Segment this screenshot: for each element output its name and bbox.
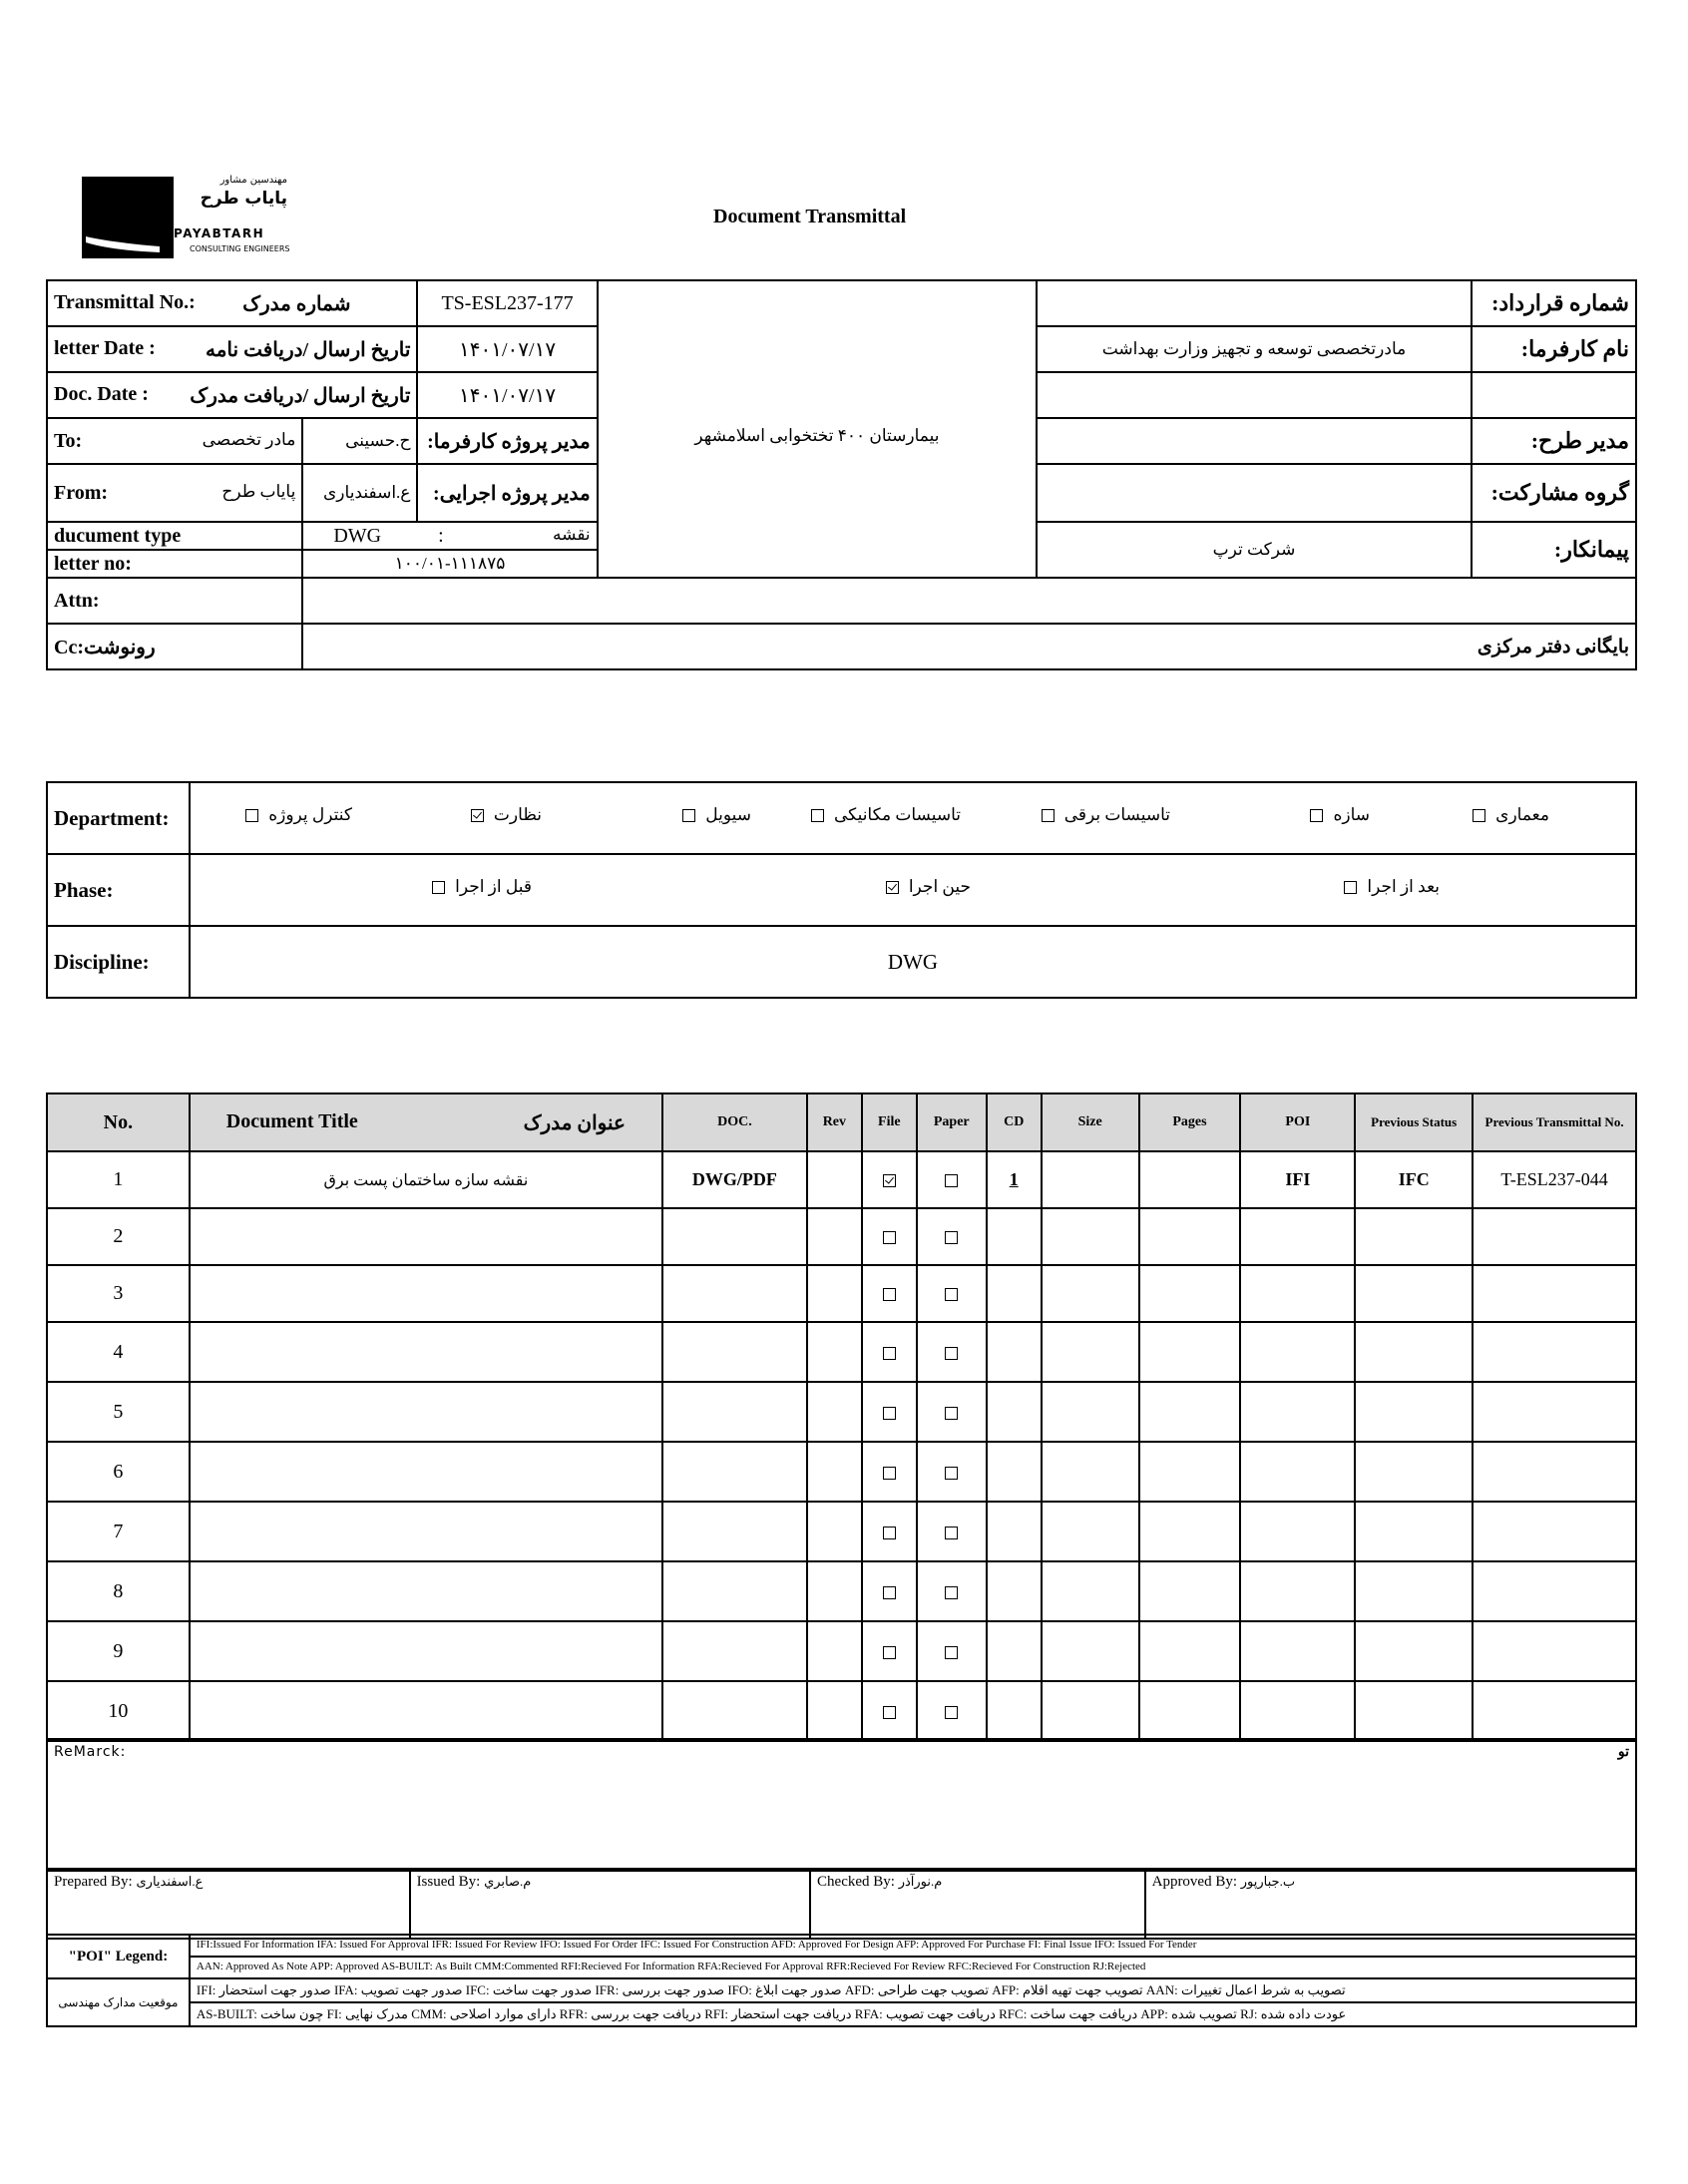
row-size [1042, 1322, 1139, 1382]
attn-label: Attn: [47, 578, 302, 624]
row-prev-status [1355, 1265, 1473, 1322]
checkbox-icon[interactable] [1310, 809, 1323, 822]
row-no: 5 [47, 1382, 190, 1442]
checkbox-icon[interactable] [883, 1288, 896, 1301]
legend-line-1: IFI:Issued For Information IFA: Issued For Approval IFR: Issued For Review IFO: Issued For Order IFC: Issued For Construction AFD: Approved For Design AFP: Approved For Purchase FI: Final Issue IFO: Issued For Tender [190, 1935, 1636, 1957]
doc-type-value: DWG : نقشه [302, 522, 597, 550]
logo-name-en: PAYABTARH [174, 226, 265, 240]
logo-name-fa: پایاب طرح [200, 189, 287, 209]
department-option-label: سازه [1333, 805, 1370, 824]
department-option-label: سیویل [705, 805, 751, 824]
row-file [862, 1382, 917, 1442]
checkbox-icon[interactable] [1344, 881, 1357, 894]
row-pages [1139, 1561, 1241, 1621]
legend-line-4: AS-BUILT: چون ساخت FI: مدرک نهایی CMM: دارای موارد اصلاحی RFR: دریافت جهت بررسی RFI: دریافت جهت استحضار RFA: دریافت جهت تصویب RFC: دریافت جهت ساخت APP: تصویب شده RJ: عودت داده شده [190, 2002, 1636, 2026]
row-doc [662, 1502, 807, 1561]
phase-option-label: بعد از اجرا [1367, 877, 1440, 896]
row-paper [917, 1442, 987, 1502]
letter-date-label: letter Date : تاریخ ارسال /دریافت نامه [47, 326, 417, 372]
row-size [1042, 1265, 1139, 1322]
row-poi [1240, 1681, 1355, 1741]
checkbox-icon[interactable] [945, 1288, 958, 1301]
blank-label [1472, 372, 1636, 418]
row-no: 3 [47, 1265, 190, 1322]
row-title [190, 1502, 662, 1561]
signatures-table [46, 1868, 1637, 1940]
to-person: ح.حسینی [302, 418, 417, 464]
row-paper [917, 1561, 987, 1621]
row-paper [917, 1151, 987, 1208]
approved-by: Approved By: ب.جبارپور [1145, 1869, 1636, 1939]
partner-value [1037, 464, 1472, 522]
department-options [190, 782, 1636, 854]
row-rev [807, 1621, 862, 1681]
checkbox-icon[interactable] [432, 881, 445, 894]
row-pages [1139, 1502, 1241, 1561]
row-doc [662, 1621, 807, 1681]
letter-no-label: letter no: [47, 550, 302, 578]
phase-option[interactable] [886, 877, 971, 897]
row-pages [1139, 1382, 1241, 1442]
from-person: ع.اسفندیاری [302, 464, 417, 522]
partner-label: گروه مشارکت: [1472, 464, 1636, 522]
checked-checkbox-icon[interactable] [883, 1174, 896, 1187]
col-cd: CD [987, 1093, 1042, 1151]
row-no: 9 [47, 1621, 190, 1681]
table-row [47, 1208, 1636, 1265]
row-prev-status [1355, 1208, 1473, 1265]
row-poi [1240, 1265, 1355, 1322]
from-role: مدیر پروژه اجرایی: [417, 464, 597, 522]
row-title: نقشه سازه ساختمان پست برق [190, 1151, 662, 1208]
row-prev-transmittal [1473, 1561, 1636, 1621]
row-cd [987, 1502, 1042, 1561]
row-doc [662, 1208, 807, 1265]
checked-by: Checked By: م.نورآذر [810, 1869, 1145, 1939]
department-option[interactable] [811, 805, 961, 825]
row-prev-transmittal [1473, 1322, 1636, 1382]
row-file [862, 1265, 917, 1322]
row-pages [1139, 1151, 1241, 1208]
table-row [47, 1442, 1636, 1502]
row-poi [1240, 1322, 1355, 1382]
row-pages [1139, 1265, 1241, 1322]
table-row [47, 1681, 1636, 1741]
to-role: مدیر پروژه کارفرما: [417, 418, 597, 464]
row-no: 1 [47, 1151, 190, 1208]
discipline-value: DWG [190, 926, 1636, 998]
transmittal-no-label: Transmittal No.: شماره مدرک [47, 280, 417, 326]
checked-checkbox-icon[interactable] [471, 809, 484, 822]
row-paper [917, 1681, 987, 1741]
col-prev-status: Previous Status [1355, 1093, 1473, 1151]
logo-tagline: CONSULTING ENGINEERS [190, 244, 290, 253]
header-info-table [46, 279, 1637, 670]
col-pages: Pages [1139, 1093, 1241, 1151]
row-prev-transmittal [1473, 1681, 1636, 1741]
row-prev-status [1355, 1322, 1473, 1382]
row-cd [987, 1681, 1042, 1741]
poi-legend-fa-label: موقعیت مدارک مهندسی [47, 1978, 190, 2026]
row-size [1042, 1208, 1139, 1265]
department-option[interactable] [471, 805, 542, 825]
checkbox-icon[interactable] [945, 1586, 958, 1599]
department-option-label: کنترل پروژه [268, 805, 352, 824]
row-pages [1139, 1442, 1241, 1502]
row-cd: 1 [987, 1151, 1042, 1208]
documents-table [46, 1092, 1637, 1742]
prepared-by: Prepared By: ع.اسفندیاری [47, 1869, 410, 1939]
row-poi [1240, 1208, 1355, 1265]
row-paper [917, 1322, 987, 1382]
row-cd [987, 1265, 1042, 1322]
row-rev [807, 1681, 862, 1741]
row-prev-transmittal [1473, 1621, 1636, 1681]
row-no: 6 [47, 1442, 190, 1502]
department-label: Department: [47, 782, 190, 854]
table-row [47, 1151, 1636, 1208]
doc-date-value: ۱۴۰۱/۰۷/۱۷ [417, 372, 597, 418]
col-rev: Rev [807, 1093, 862, 1151]
client-value: مادرتخصصی توسعه و تجهیز وزارت بهداشت [1037, 326, 1472, 372]
col-title: Document Title عنوان مدرک [190, 1093, 662, 1151]
row-file [862, 1151, 917, 1208]
contract-no-value [1037, 280, 1472, 326]
row-prev-status: IFC [1355, 1151, 1473, 1208]
project-name: بیمارستان ۴۰۰ تختخوابی اسلامشهر [598, 280, 1038, 578]
to-label: To: مادر تخصصی [47, 418, 302, 464]
row-cd [987, 1442, 1042, 1502]
checkbox-icon[interactable] [811, 809, 824, 822]
col-file: File [862, 1093, 917, 1151]
row-doc [662, 1561, 807, 1621]
checkbox-icon[interactable] [883, 1407, 896, 1420]
checkbox-icon[interactable] [883, 1706, 896, 1719]
checked-checkbox-icon[interactable] [886, 881, 899, 894]
table-row [47, 1382, 1636, 1442]
department-option[interactable] [682, 805, 751, 825]
row-title [190, 1382, 662, 1442]
letter-date-value: ۱۴۰۱/۰۷/۱۷ [417, 326, 597, 372]
row-rev [807, 1208, 862, 1265]
row-title [190, 1265, 662, 1322]
row-rev [807, 1502, 862, 1561]
table-row [47, 1502, 1636, 1561]
table-row [47, 1265, 1636, 1322]
row-size [1042, 1442, 1139, 1502]
checkbox-icon[interactable] [945, 1706, 958, 1719]
doc-type-label: ducument type [47, 522, 302, 550]
row-size [1042, 1561, 1139, 1621]
row-paper [917, 1502, 987, 1561]
table-row [47, 1322, 1636, 1382]
transmittal-no-value: TS-ESL237-177 [417, 280, 597, 326]
row-rev [807, 1561, 862, 1621]
row-file [862, 1322, 917, 1382]
col-prev-transmittal: Previous Transmittal No. [1473, 1093, 1636, 1151]
col-size: Size [1042, 1093, 1139, 1151]
checkbox-icon[interactable] [883, 1527, 896, 1539]
row-prev-transmittal [1473, 1502, 1636, 1561]
row-no: 7 [47, 1502, 190, 1561]
client-label: نام کارفرما: [1472, 326, 1636, 372]
row-rev [807, 1322, 862, 1382]
row-rev [807, 1382, 862, 1442]
discipline-label: Discipline: [47, 926, 190, 998]
department-option[interactable] [1473, 805, 1549, 825]
contractor-value: شرکت ترپ [1037, 522, 1472, 578]
row-rev [807, 1265, 862, 1322]
row-prev-status [1355, 1382, 1473, 1442]
checkbox-icon[interactable] [945, 1646, 958, 1659]
row-poi [1240, 1561, 1355, 1621]
row-doc [662, 1382, 807, 1442]
row-pages [1139, 1621, 1241, 1681]
phase-option[interactable] [1344, 877, 1440, 897]
row-prev-transmittal [1473, 1265, 1636, 1322]
row-title [190, 1561, 662, 1621]
row-prev-status [1355, 1502, 1473, 1561]
col-no: No. [47, 1093, 190, 1151]
remark-cell: ReMarck: تو [47, 1739, 1636, 1871]
row-size [1042, 1621, 1139, 1681]
row-pages [1139, 1681, 1241, 1741]
row-title [190, 1621, 662, 1681]
row-file [862, 1208, 917, 1265]
row-no: 8 [47, 1561, 190, 1621]
row-cd [987, 1322, 1042, 1382]
checkbox-icon[interactable] [883, 1646, 896, 1659]
row-poi [1240, 1382, 1355, 1442]
row-rev [807, 1442, 862, 1502]
row-poi [1240, 1442, 1355, 1502]
row-doc [662, 1442, 807, 1502]
row-doc: DWG/PDF [662, 1151, 807, 1208]
checkbox-icon[interactable] [883, 1586, 896, 1599]
row-doc [662, 1681, 807, 1741]
row-cd [987, 1561, 1042, 1621]
remark-box [46, 1738, 1637, 1872]
logo-mark-icon [82, 177, 174, 258]
checkbox-icon[interactable] [883, 1467, 896, 1480]
row-title [190, 1322, 662, 1382]
poi-legend-label: "POI" Legend: [47, 1935, 190, 1978]
department-option-label: معماری [1495, 805, 1549, 824]
checkbox-icon[interactable] [945, 1174, 958, 1187]
phase-option-label: قبل از اجرا [455, 877, 532, 896]
row-prev-transmittal [1473, 1382, 1636, 1442]
pm-label: مدیر طرح: [1472, 418, 1636, 464]
checkbox-icon[interactable] [245, 809, 258, 822]
department-option[interactable] [1042, 805, 1170, 825]
row-doc [662, 1322, 807, 1382]
blank-value [1037, 372, 1472, 418]
row-file [862, 1502, 917, 1561]
phase-option-label: حین اجرا [908, 877, 971, 896]
row-no: 10 [47, 1681, 190, 1741]
doc-date-label: Doc. Date : تاریخ ارسال /دریافت مدرک [47, 372, 417, 418]
checkbox-icon[interactable] [945, 1407, 958, 1420]
cc-value: بایگانی دفتر مرکزی [302, 624, 1636, 669]
row-rev [807, 1151, 862, 1208]
phase-option[interactable] [432, 877, 532, 897]
row-doc [662, 1265, 807, 1322]
row-paper [917, 1265, 987, 1322]
legend-line-3: IFI: صدور جهت استحضار IFA: صدور جهت تصویب IFC: صدور جهت ساخت IFR: صدور جهت بررسی IFO: صدور جهت ابلاغ AFD: تصویب جهت طراحی AFP: تصویب جهت تهیه اقلام AAN: تصویب به شرط اعمال تغییرات [190, 1978, 1636, 2002]
phase-options [190, 854, 1636, 926]
page-title: Document Transmittal [713, 206, 907, 227]
letter-no-value: ۱۰۰/۰۱-۱۱۱۸۷۵ [302, 550, 597, 578]
row-size [1042, 1502, 1139, 1561]
from-label: From: پایاب طرح [47, 464, 302, 522]
row-cd [987, 1382, 1042, 1442]
checkbox-icon[interactable] [682, 809, 695, 822]
phase-label: Phase: [47, 854, 190, 926]
contract-no-label: شماره قرارداد: [1472, 280, 1636, 326]
row-poi [1240, 1502, 1355, 1561]
row-title [190, 1681, 662, 1741]
row-prev-status [1355, 1681, 1473, 1741]
row-poi [1240, 1621, 1355, 1681]
row-prev-status [1355, 1561, 1473, 1621]
table-row [47, 1621, 1636, 1681]
classification-table [46, 781, 1637, 999]
contractor-label: پیمانکار: [1472, 522, 1636, 578]
row-file [862, 1681, 917, 1741]
row-prev-status [1355, 1442, 1473, 1502]
row-cd [987, 1208, 1042, 1265]
legend-line-2: AAN: Approved As Note APP: Approved AS-BUILT: As Built CMM:Commented RFI:Recieved For Information RFA:Recieved For Approval RFR:Recieved For Review RFC:Recieved For Construction RJ:Rejected [190, 1957, 1636, 1978]
row-paper [917, 1208, 987, 1265]
department-option-label: نظارت [493, 805, 542, 824]
col-doc: DOC. [662, 1093, 807, 1151]
row-prev-status [1355, 1621, 1473, 1681]
logo-subtitle: مهندسین مشاور [219, 175, 287, 186]
poi-legend-table [46, 1934, 1637, 2027]
checkbox-icon[interactable] [945, 1231, 958, 1244]
col-poi: POI [1240, 1093, 1355, 1151]
checkbox-icon[interactable] [945, 1467, 958, 1480]
row-size [1042, 1382, 1139, 1442]
row-no: 4 [47, 1322, 190, 1382]
checkbox-icon[interactable] [1042, 809, 1055, 822]
row-pages [1139, 1208, 1241, 1265]
department-option-label: تاسیسات برقی [1063, 805, 1170, 824]
table-row [47, 1561, 1636, 1621]
row-paper [917, 1621, 987, 1681]
checkbox-icon[interactable] [883, 1347, 896, 1360]
row-title [190, 1442, 662, 1502]
company-logo [82, 175, 311, 259]
row-title [190, 1208, 662, 1265]
row-prev-transmittal: T-ESL237-044 [1473, 1151, 1636, 1208]
row-prev-transmittal [1473, 1442, 1636, 1502]
row-file [862, 1442, 917, 1502]
department-option[interactable] [1310, 805, 1370, 825]
col-paper: Paper [917, 1093, 987, 1151]
row-cd [987, 1621, 1042, 1681]
pm-value [1037, 418, 1472, 464]
checkbox-icon[interactable] [1473, 809, 1485, 822]
row-size [1042, 1151, 1139, 1208]
attn-value [302, 578, 1636, 624]
row-no: 2 [47, 1208, 190, 1265]
department-option[interactable] [245, 805, 352, 825]
issued-by: Issued By: م.صابري [410, 1869, 810, 1939]
row-size [1042, 1681, 1139, 1741]
checkbox-icon[interactable] [945, 1527, 958, 1539]
checkbox-icon[interactable] [883, 1231, 896, 1244]
row-file [862, 1561, 917, 1621]
department-option-label: تاسیسات مکانیکی [834, 805, 961, 824]
row-pages [1139, 1322, 1241, 1382]
row-file [862, 1621, 917, 1681]
checkbox-icon[interactable] [945, 1347, 958, 1360]
row-prev-transmittal [1473, 1208, 1636, 1265]
row-poi: IFI [1240, 1151, 1355, 1208]
cc-label: Cc:رونوشت [47, 624, 302, 669]
row-paper [917, 1382, 987, 1442]
